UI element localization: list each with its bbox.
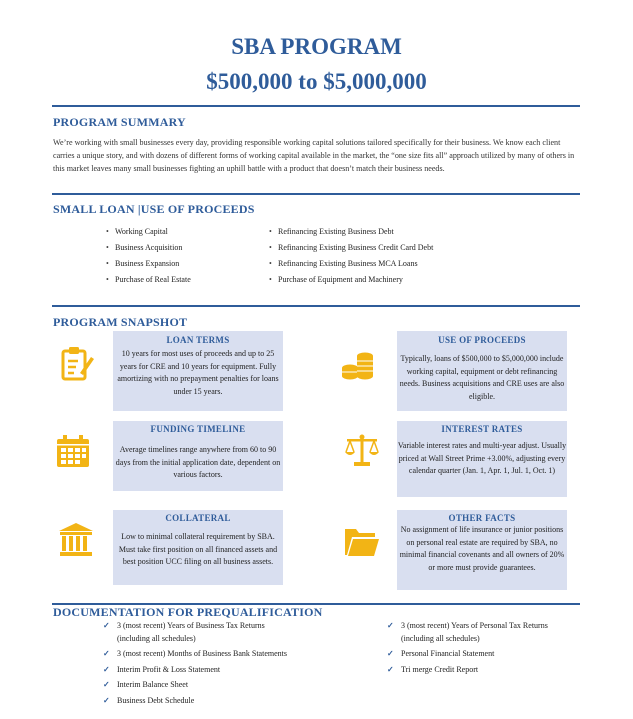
- list-item: ✓ Business Debt Schedule: [103, 695, 328, 708]
- card-text: Low to minimal collateral requirement by SBA. Must take first position on all financed assets and best position UCC filing on all business assets.: [118, 532, 278, 566]
- card-use-of-proceeds: [397, 331, 567, 411]
- section-heading-documentation: DOCUMENTATION FOR PREQUALIFICATION: [53, 605, 323, 619]
- card-title: OTHER FACTS: [448, 513, 516, 523]
- section-heading-snapshot: PROGRAM SNAPSHOT: [53, 315, 188, 329]
- proceeds-list-left: [106, 224, 191, 288]
- list-item: • Purchase of Real Estate: [106, 275, 191, 284]
- page-title: SBA PROGRAM: [231, 34, 402, 59]
- section-heading-proceeds: SMALL LOAN |USE OF PROCEEDS: [53, 202, 255, 216]
- card-title: FUNDING TIMELINE: [150, 424, 246, 434]
- list-item: ✓ Personal Financial Statement: [387, 648, 577, 661]
- check-icon: ✓: [387, 664, 394, 674]
- card-text: 10 years for most uses of proceeds and up to 25 years for CRE and 10 years for equipment. Fully amortizing with no prepayment penalties for loans under 15 years.: [117, 349, 279, 396]
- card-text: Typically, loans of $500,000 to $5,000,000 include working capital, equipment or debt refinancing needs. Business acquisitions and CRE uses are also eligible.: [399, 354, 565, 401]
- list-item: ✓ 3 (most recent) Years of Business Tax Returns (including all schedules): [103, 621, 265, 643]
- list-item: ✓ Interim Profit & Loss Statement: [103, 664, 328, 677]
- coins-icon: [341, 344, 377, 380]
- divider: [52, 105, 580, 107]
- check-icon: ✓: [103, 680, 110, 689]
- check-icon: ✓: [387, 621, 394, 630]
- folder-icon: [344, 523, 380, 559]
- list-item: • Refinancing Existing Business Credit Card Debt: [269, 243, 434, 252]
- card-text: No assignment of life insurance or junior positions on personal real estate are required by SBA, no minimal financial covenants and all owners of 20% or more must provide guarantees.: [399, 525, 565, 572]
- list-item: ✓ 3 (most recent) Months of Business Bank Statements: [103, 648, 328, 661]
- clipboard-icon: [58, 345, 94, 381]
- divider: [52, 305, 580, 307]
- documentation-list-right: [387, 620, 577, 679]
- list-item: • Working Capital: [106, 227, 168, 236]
- list-item: • Refinancing Existing Business Debt: [269, 227, 394, 236]
- section-heading-summary: PROGRAM SUMMARY: [53, 115, 186, 129]
- card-collateral: [113, 510, 283, 585]
- card-text: Average timelines range anywhere from 60 to 90 days from the initial application date, dependent on various factors.: [115, 445, 281, 479]
- summary-text: We’re working with small businesses every day, providing responsible working capital solutions tailored specifically for their business. We know each client carries a unique story, and with dozens of different forms of working capital available in the market, the “one size fits all” approach utilized by many of others in this market leaves many small businesses fighting an uphill battle with a product that doesn’t match their business needs.: [53, 138, 575, 173]
- check-icon: ✓: [387, 649, 394, 658]
- divider: [52, 193, 580, 195]
- list-item: • Refinancing Existing Business MCA Loans: [269, 259, 418, 268]
- check-icon: ✓: [103, 664, 110, 674]
- proceeds-list-right: [269, 224, 433, 288]
- check-icon: ✓: [103, 649, 110, 658]
- card-funding-timeline: [113, 421, 283, 491]
- documentation-list-left: [103, 620, 328, 710]
- page-subtitle: $500,000 to $5,000,000: [206, 69, 427, 94]
- check-icon: ✓: [103, 695, 110, 705]
- bank-icon: [58, 522, 94, 558]
- list-item: ✓ 3 (most recent) Years of Personal Tax Returns (including all schedules): [387, 621, 548, 643]
- card-title: LOAN TERMS: [166, 335, 230, 345]
- card-loan-terms: [113, 331, 283, 411]
- card-title: COLLATERAL: [165, 513, 231, 523]
- scales-icon: [344, 432, 380, 468]
- list-item: • Business Expansion: [106, 259, 180, 268]
- card-interest-rates: [397, 421, 567, 497]
- card-title: INTEREST RATES: [441, 424, 523, 434]
- card-title: USE OF PROCEEDS: [438, 335, 526, 345]
- list-item: • Business Acquisition: [106, 243, 183, 252]
- card-other-facts: [397, 510, 567, 590]
- card-text: Variable interest rates and multi-year adjust. Usually priced at Wall Street Prime +3.00%, adjusting every calendar quarter (Jan. 1, Apr. 1, Jul. 1, Oct. 1): [397, 441, 567, 475]
- list-item: ✓ Tri merge Credit Report: [387, 664, 577, 677]
- check-icon: ✓: [103, 621, 110, 630]
- calendar-icon: [55, 433, 91, 469]
- list-item: ✓ Interim Balance Sheet: [103, 679, 328, 692]
- list-item: • Purchase of Equipment and Machinery: [269, 275, 403, 284]
